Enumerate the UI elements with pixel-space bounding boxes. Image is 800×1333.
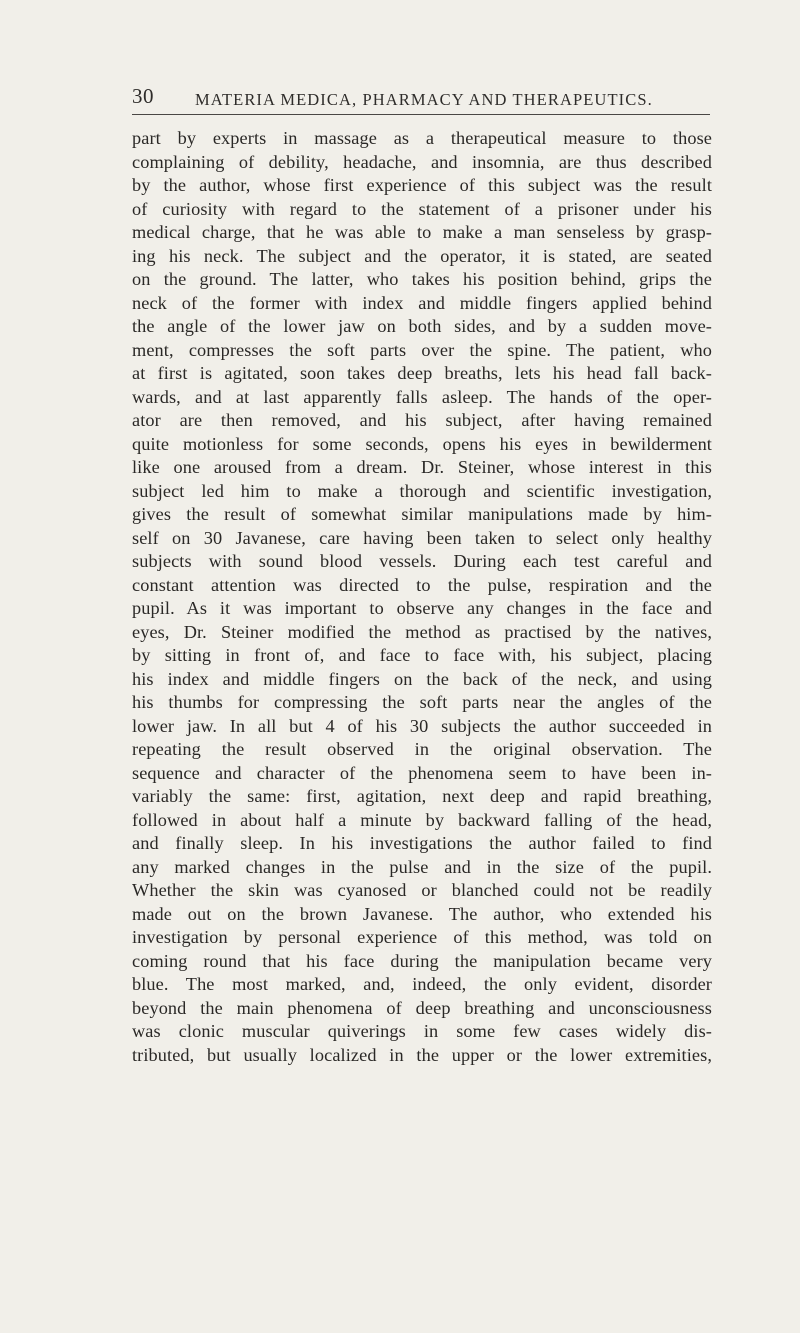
text-line: wards, and at last apparently falls asleep. The hands of the oper- <box>132 386 712 407</box>
text-line: on the ground. The latter, who takes his position behind, grips the <box>132 269 712 289</box>
text-line: by the author, whose first experience of this subject was the result <box>132 175 712 195</box>
text-line: made out on the brown Javanese. The author, who extended his <box>132 903 712 924</box>
text-line: ing his neck. The subject and the operator, it is stated, are seated <box>132 245 712 266</box>
text-line: coming round that his face during the manipulation became very <box>132 950 712 971</box>
text-line: eyes, Dr. Steiner modified the method as practised by the natives, <box>132 621 712 642</box>
text-line: quite motionless for some seconds, opens his eyes in bewilderment <box>132 433 712 454</box>
text-line: subjects with sound blood vessels. During each test careful and <box>132 551 712 571</box>
text-line: lower jaw. In all but 4 of his 30 subjects the author succeeded in <box>132 715 712 736</box>
text-line: ment, compresses the soft parts over the spine. The patient, who <box>132 339 712 360</box>
text-line: at first is agitated, soon takes deep breaths, lets his head fall back- <box>132 363 712 383</box>
text-line: was clonic muscular quiverings in some few cases widely dis- <box>132 1021 712 1041</box>
page-number: 30 <box>132 84 154 108</box>
text-line: any marked changes in the pulse and in the size of the pupil. <box>132 856 712 877</box>
running-title: MATERIA MEDICA, PHARMACY AND THERAPEUTICS. <box>195 90 653 109</box>
text-line: subject led him to make a thorough and scientific investigation, <box>132 480 712 501</box>
running-head <box>94 84 710 118</box>
text-line: variably the same: first, agitation, next deep and rapid breathing, <box>132 786 712 806</box>
text-line: the angle of the lower jaw on both sides, and by a sudden move- <box>132 316 712 336</box>
text-line: gives the result of somewhat similar manipulations made by him- <box>132 504 712 524</box>
text-line: like one aroused from a dream. Dr. Steiner, whose interest in this <box>132 457 712 477</box>
text-line: pupil. As it was important to observe any changes in the face and <box>132 598 712 618</box>
text-line: followed in about half a minute by backward falling of the head, <box>132 809 712 830</box>
text-line: repeating the result observed in the original observation. The <box>132 739 712 759</box>
text-line: of curiosity with regard to the statement of a prisoner under his <box>132 198 712 219</box>
text-line: by sitting in front of, and face to face with, his subject, placing <box>132 645 712 665</box>
text-line: complaining of debility, headache, and insomnia, are thus described <box>132 151 712 172</box>
text-line: tributed, but usually localized in the upper or the lower extremities, <box>132 1044 712 1065</box>
body-text <box>132 127 712 1067</box>
text-line: sequence and character of the phenomena seem to have been in- <box>132 762 712 783</box>
text-line: constant attention was directed to the pulse, respiration and the <box>132 574 712 595</box>
text-line: investigation by personal experience of this method, was told on <box>132 927 712 947</box>
text-line: neck of the former with index and middle fingers applied behind <box>132 292 712 313</box>
text-line: Whether the skin was cyanosed or blanched could not be readily <box>132 880 712 900</box>
header-rule <box>132 114 710 115</box>
text-line: his thumbs for compressing the soft parts near the angles of the <box>132 692 712 712</box>
text-line: blue. The most marked, and, indeed, the only evident, disorder <box>132 974 712 994</box>
text-line: medical charge, that he was able to make a man senseless by grasp- <box>132 222 712 242</box>
text-line: beyond the main phenomena of deep breathing and unconsciousness <box>132 997 712 1018</box>
text-line: his index and middle fingers on the back of the neck, and using <box>132 668 712 689</box>
text-line: part by experts in massage as a therapeutical measure to those <box>132 128 712 148</box>
text-line: self on 30 Javanese, care having been taken to select only healthy <box>132 527 712 548</box>
text-line: ator are then removed, and his subject, after having remained <box>132 410 712 430</box>
text-line: and finally sleep. In his investigations the author failed to find <box>132 833 712 853</box>
